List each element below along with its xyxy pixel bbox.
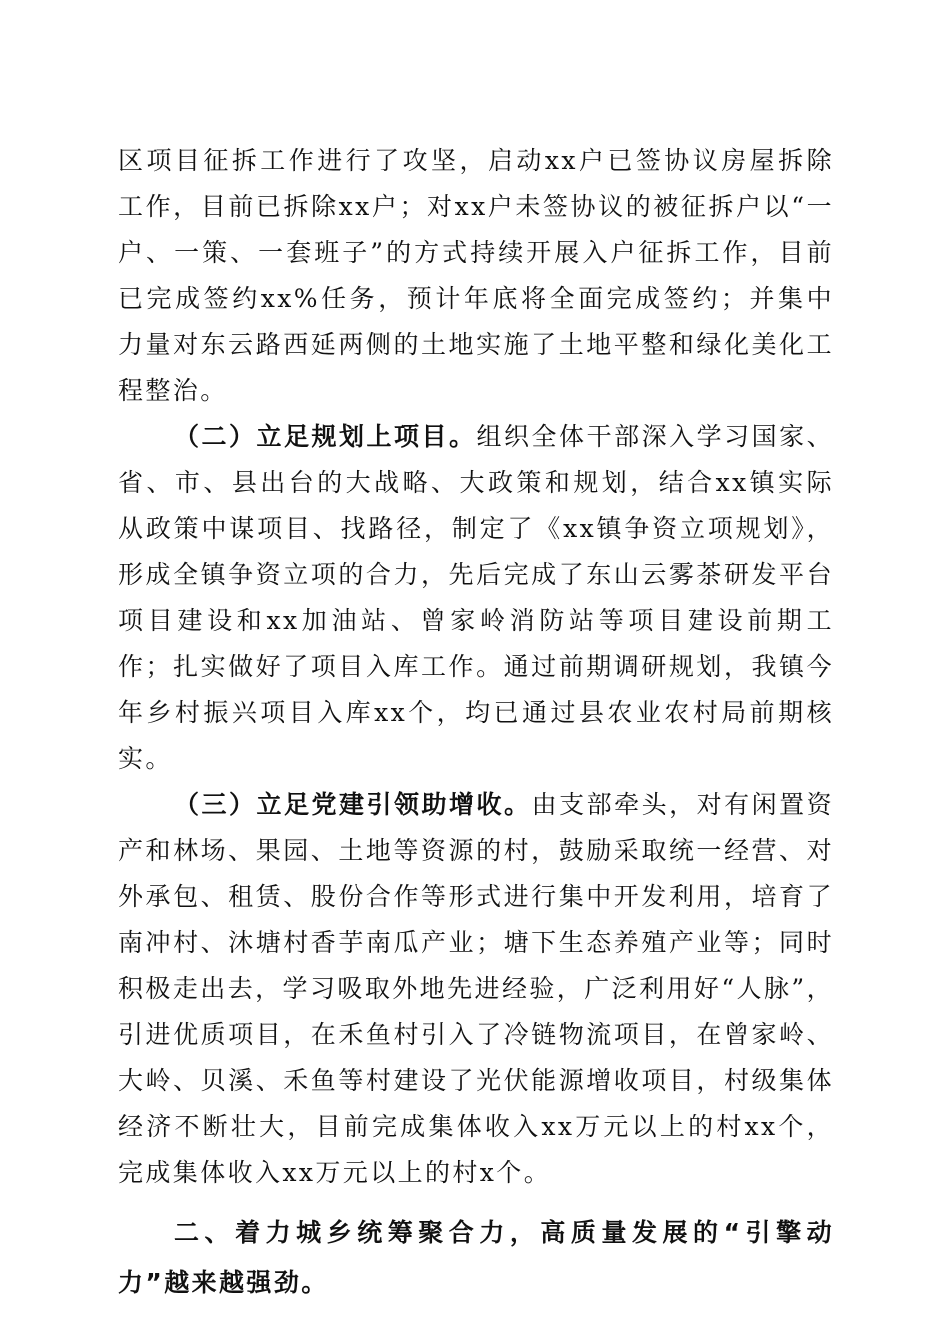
section-heading: 二、着力城乡统筹聚合力，高质量发展的“引擎动力”越来越强劲。 [118,1218,834,1297]
paragraph-party-building [118,782,834,1196]
paragraph-continued [118,138,834,414]
paragraph-text: 区项目征拆工作进行了攻坚，启动xx户已签协议房屋拆除工作，目前已拆除xx户；对xx户未签协议的被征拆户以“一户、一策、一套班子”的方式持续开展入户征拆工作，目前已完成签约xx%任务，预计年底将全面完成签约；并集中力量对东云路西延两侧的土地实施了土地平整和绿化美化工程整治。 [118,146,834,405]
paragraph-lead: （三）立足党建引领助增收。 [174,790,532,819]
paragraph-text: 由支部牵头，对有闲置资产和林场、果园、土地等资源的村，鼓励采取统一经营、对外承包、租赁、股份合作等形式进行集中开发利用，培育了南冲村、沐塘村香芋南瓜产业；塘下生态养殖产业等；同时积极走出去，学习吸取外地先进经验，广泛利用好“人脉”，引进优质项目，在禾鱼村引入了冷链物流项目，在曾家岭、大岭、贝溪、禾鱼等村建设了光伏能源增收项目，村级集体经济不断壮大，目前完成集体收入xx万元以上的村xx个，完成集体收入xx万元以上的村x个。 [118,790,835,1187]
paragraph-planning-projects [118,414,834,782]
paragraph-text: 组织全体干部深入学习国家、省、市、县出台的大战略、大政策和规划，结合xx镇实际从政策中谋项目、找路径，制定了《xx镇争资立项规划》，形成全镇争资立项的合力，先后完成了东山云雾茶研发平台项目建设和xx加油站、曾家岭消防站等项目建设前期工作；扎实做好了项目入库工作。通过前期调研规划，我镇今年乡村振兴项目入库xx个，均已通过县农业农村局前期核实。 [118,422,834,773]
document-body [118,138,834,1308]
paragraph-lead: （二）立足规划上项目。 [174,422,477,451]
